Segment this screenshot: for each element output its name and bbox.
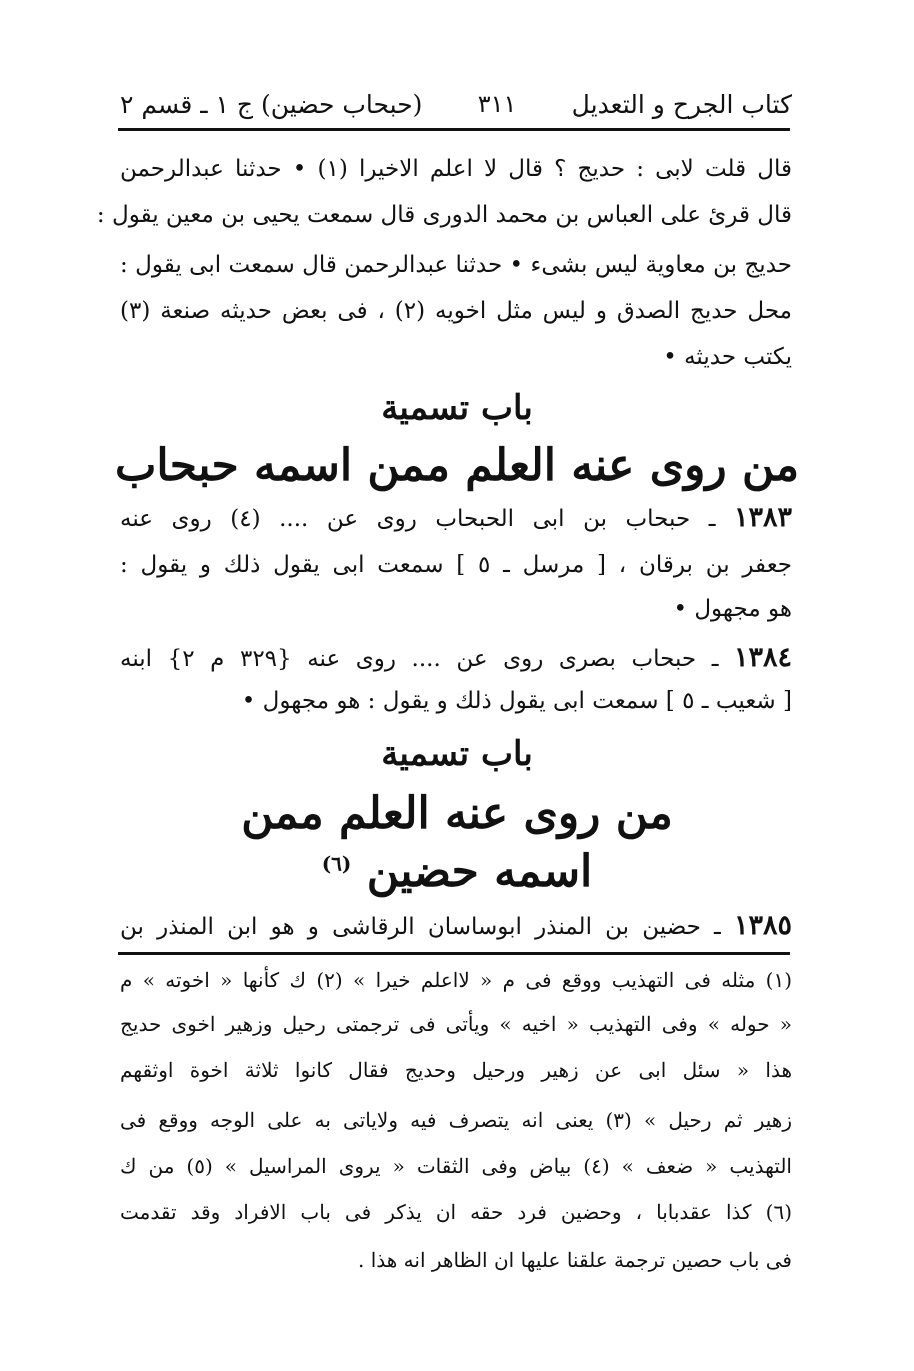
footnote-line: « حوله » وفى التهذيب « اخيه » ويأتى فى ترجمتى رحيل وزهير اخوى حديج: [120, 1012, 792, 1036]
entry-number: ١٣٨٥: [734, 910, 793, 941]
entry-text: ـ حضين بن المنذر ابوساسان الرقاشى و هو ابن المنذر بن: [120, 914, 721, 940]
entry-1383-line1: [120, 502, 792, 534]
entry-number: ١٣٨٣: [734, 502, 793, 533]
section-heading-large: من روى عنه العلم ممن: [241, 788, 673, 839]
page-number: ٣١١: [477, 90, 517, 118]
text-line: محل حديج الصدق و ليس مثل اخويه (٢) ، فى بعض حديثه صنعة (٣): [120, 298, 792, 324]
section-label: (حبحاب حضين) ج ١ ـ قسم ٢: [120, 89, 423, 119]
text-line: حديج بن معاوية ليس بشىء • حدثنا عبدالرحمن قال سمعت ابى يقول :: [120, 252, 792, 278]
entry-text: ـ حبحاب بن ابى الحبحاب روى عن .... (٤) روى عنه: [120, 506, 716, 532]
section-heading-large: من روى عنه العلم ممن اسمه حبحاب: [114, 440, 800, 491]
heading-text: اسمه حضين: [366, 846, 593, 897]
footnote-ref: (٦): [321, 851, 352, 876]
entry-number: ١٣٨٤: [734, 642, 793, 673]
text-line: يكتب حديثه •: [663, 344, 792, 370]
section-heading-small: باب تسمية: [381, 734, 533, 774]
footnote-line: فى باب حصين ترجمة علقنا عليها ان الظاهر انه هذا .: [358, 1248, 792, 1272]
running-header: [120, 84, 792, 124]
entry-1384-line1: [120, 642, 792, 674]
book-title: كتاب الجرح و التعديل: [571, 89, 792, 119]
footnote-rule: [118, 952, 790, 955]
text-line: جعفر بن برقان ، [ مرسل ـ ٥ ] سمعت ابى يقول ذلك و يقول :: [120, 552, 793, 578]
footnote-line: (١) مثله فى التهذيب ووقع فى م « لااعلم خيرا » (٢) ك كأنها « اخوته » م: [120, 968, 792, 992]
footnote-line: هذا « سئل ابى عن زهير ورحيل وحديج فقال كانوا ثلاثة اخوة اوثقهم: [120, 1058, 792, 1082]
header-rule: [118, 128, 790, 131]
entry-1385-line1: [120, 910, 792, 942]
text-line: [ شعيب ـ ٥ ] سمعت ابى يقول ذلك و يقول : هو مجهول •: [241, 688, 792, 714]
text-line: قال قرئ على العباس بن محمد الدورى قال سمعت يحيى بن معين يقول :: [96, 202, 792, 228]
text-line: هو مجهول •: [673, 596, 792, 622]
text-line: قال قلت لابى : حديج ؟ قال لا اعلم الاخيرا (١) • حدثنا عبدالرحمن: [120, 156, 792, 182]
footnote-line: التهذيب « ضعف » (٤) بياض وفى الثقات « يروى المراسيل » (٥) من ك: [120, 1154, 792, 1178]
section-heading-large: [0, 846, 914, 897]
footnote-line: (٦) كذا عقدبابا ، وحضين فرد حقه ان يذكر فى باب الافراد وقد تقدمت: [120, 1200, 792, 1224]
entry-text: ـ حبحاب بصرى روى عن .... روى عنه {٣٢٩ م ٢} ابنه: [120, 646, 719, 672]
footnote-line: زهير ثم رحيل » (٣) يعنى انه يتصرف فيه ولاياتى به على الوجه ووقع فى: [120, 1108, 793, 1132]
section-heading-small: باب تسمية: [381, 388, 533, 428]
